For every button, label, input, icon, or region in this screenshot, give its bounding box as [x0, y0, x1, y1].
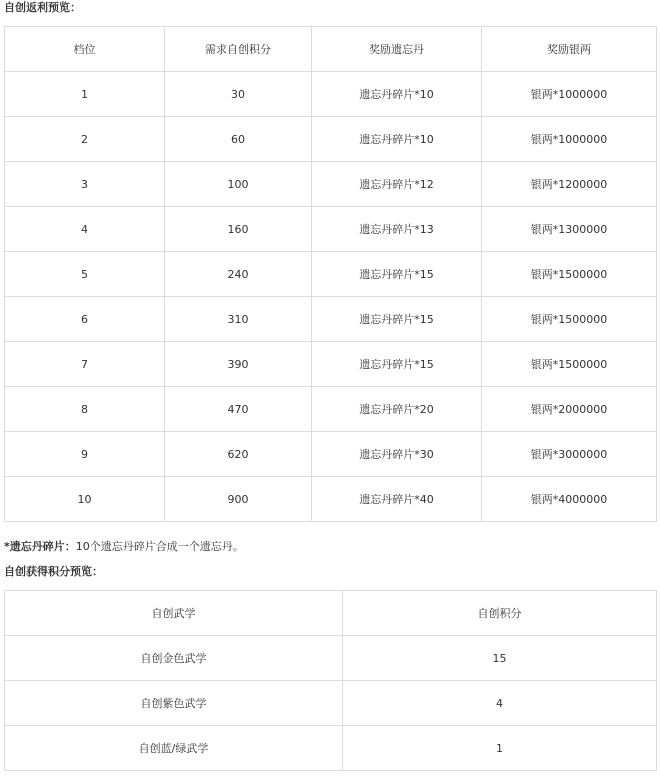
table-row [5, 72, 657, 117]
cell-points: 60 [165, 117, 312, 162]
cell-points: 390 [165, 342, 312, 387]
cell-points: 160 [165, 207, 312, 252]
cell-pill: 遗忘丹碎片*13 [312, 207, 482, 252]
table-row [5, 297, 657, 342]
cell-pill: 遗忘丹碎片*10 [312, 72, 482, 117]
cell-tier: 3 [5, 162, 165, 207]
cell-tier: 7 [5, 342, 165, 387]
table-row [5, 477, 657, 522]
cell-points: 900 [165, 477, 312, 522]
cell-martial-art: 自创蓝/绿武学 [5, 726, 343, 771]
cell-points: 100 [165, 162, 312, 207]
cell-pill: 遗忘丹碎片*12 [312, 162, 482, 207]
cell-martial-art: 自创紫色武学 [5, 681, 343, 726]
section-title-rebate-preview: 自创返利预览： [4, 1, 81, 14]
fragment-note-text: 10个遗忘丹碎片合成一个遗忘丹。 [75, 540, 244, 553]
cell-tier: 10 [5, 477, 165, 522]
cell-tier: 9 [5, 432, 165, 477]
table-row [5, 342, 657, 387]
header-points: 自创积分 [343, 591, 657, 636]
cell-silver: 银两*1500000 [482, 342, 657, 387]
cell-points: 470 [165, 387, 312, 432]
cell-points: 4 [343, 681, 657, 726]
cell-pill: 遗忘丹碎片*15 [312, 252, 482, 297]
table-row [5, 117, 657, 162]
cell-silver: 银两*4000000 [482, 477, 657, 522]
table-header-row [5, 27, 657, 72]
table-row [5, 681, 657, 726]
cell-silver: 银两*1500000 [482, 252, 657, 297]
cell-tier: 4 [5, 207, 165, 252]
table-row [5, 387, 657, 432]
cell-points: 1 [343, 726, 657, 771]
header-martial-art: 自创武学 [5, 591, 343, 636]
cell-pill: 遗忘丹碎片*30 [312, 432, 482, 477]
table-row [5, 432, 657, 477]
section-title-points-preview: 自创获得积分预览： [4, 565, 103, 578]
cell-silver: 银两*1200000 [482, 162, 657, 207]
cell-silver: 银两*1500000 [482, 297, 657, 342]
cell-silver: 银两*2000000 [482, 387, 657, 432]
cell-silver: 银两*1300000 [482, 207, 657, 252]
cell-tier: 8 [5, 387, 165, 432]
rebate-table [4, 26, 657, 522]
table-header-row [5, 591, 657, 636]
cell-points: 310 [165, 297, 312, 342]
cell-martial-art: 自创金色武学 [5, 636, 343, 681]
header-required-points: 需求自创积分 [165, 27, 312, 72]
cell-silver: 银两*1000000 [482, 117, 657, 162]
header-tier: 档位 [5, 27, 165, 72]
table-row [5, 636, 657, 681]
table-row [5, 726, 657, 771]
cell-pill: 遗忘丹碎片*20 [312, 387, 482, 432]
cell-tier: 5 [5, 252, 165, 297]
cell-silver: 银两*3000000 [482, 432, 657, 477]
points-table [4, 590, 657, 771]
cell-pill: 遗忘丹碎片*15 [312, 342, 482, 387]
cell-pill: 遗忘丹碎片*15 [312, 297, 482, 342]
header-reward-pill: 奖励遗忘丹 [312, 27, 482, 72]
cell-points: 30 [165, 72, 312, 117]
table-row [5, 162, 657, 207]
table-row [5, 252, 657, 297]
cell-tier: 2 [5, 117, 165, 162]
cell-tier: 1 [5, 72, 165, 117]
cell-silver: 银两*1000000 [482, 72, 657, 117]
fragment-note [4, 540, 244, 554]
header-reward-silver: 奖励银两 [482, 27, 657, 72]
cell-points: 15 [343, 636, 657, 681]
fragment-note-label: *遗忘丹碎片： [4, 540, 76, 553]
table-row [5, 207, 657, 252]
cell-pill: 遗忘丹碎片*40 [312, 477, 482, 522]
cell-tier: 6 [5, 297, 165, 342]
cell-points: 240 [165, 252, 312, 297]
cell-points: 620 [165, 432, 312, 477]
cell-pill: 遗忘丹碎片*10 [312, 117, 482, 162]
